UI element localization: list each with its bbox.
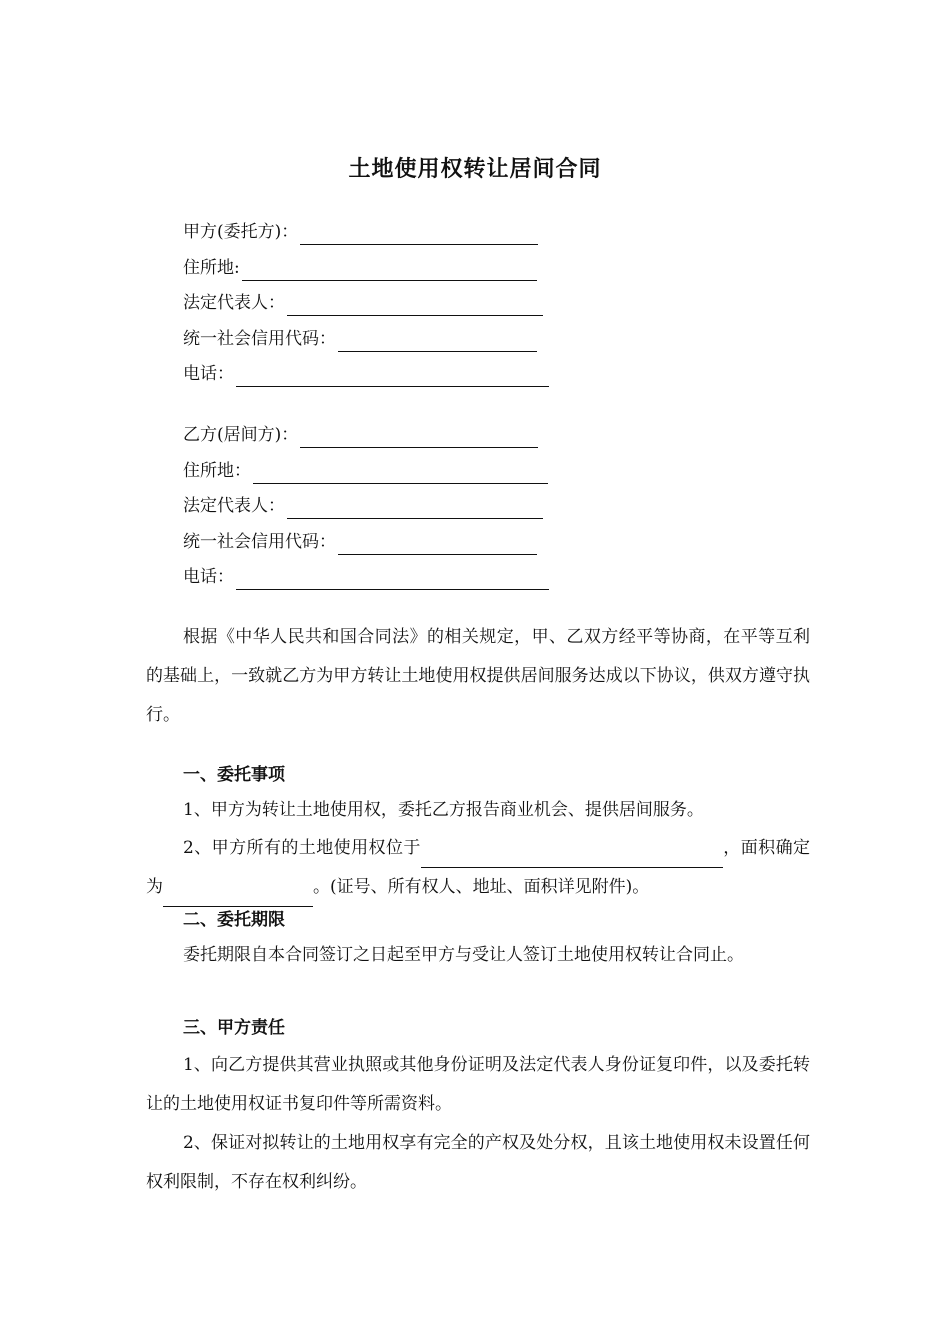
party-a-credit-label: 统一社会信用代码： [183,329,336,349]
section-3-item-2: 2、保证对拟转让的土地用权享有完全的产权及处分权，且该土地使用权未设置任何权利限制，不存在权利纠纷。 [146,1133,810,1192]
party-b-label: 乙方(居间方)： [183,425,299,445]
party-a-phone-blank[interactable] [236,366,549,387]
party-a-phone-label: 电话： [183,364,234,384]
party-a-rep-field [183,290,543,316]
party-b-phone-blank[interactable] [236,569,549,590]
land-area-blank[interactable] [163,886,313,907]
party-a-address-field [183,255,537,281]
party-b-address-label: 住所地： [183,461,251,481]
section-1-item-2-text-b: ，面积确定为 [146,838,810,897]
party-a-credit-field [183,326,537,352]
party-a-address-label: 住所地: [183,258,240,278]
party-a-label: 甲方(委托方)： [183,222,299,242]
party-b-credit-label: 统一社会信用代码： [183,532,336,552]
party-a-rep-label: 法定代表人： [183,293,285,313]
party-a-blank[interactable] [300,224,538,245]
land-location-blank[interactable] [421,847,723,868]
party-b-address-field [183,458,548,484]
section-3-heading: 三、甲方责任 [183,1018,285,1038]
intro-paragraph: 根据《中华人民共和国合同法》的相关规定，甲、乙双方经平等协商，在平等互利的基础上，一致就乙方为甲方转让土地使用权提供居间服务达成以下协议，供双方遵守执行。 [146,627,810,725]
section-1-heading: 一、委托事项 [183,765,285,785]
party-b-phone-label: 电话： [183,567,234,587]
party-b-credit-field [183,529,537,555]
party-b-credit-blank[interactable] [338,534,537,555]
party-a-rep-blank[interactable] [287,295,543,316]
section-1-item-1: 1、甲方为转让土地使用权，委托乙方报告商业机会、提供居间服务。 [183,800,704,820]
section-2-text: 委托期限自本合同签订之日起至甲方与受让人签订土地使用权转让合同止。 [183,945,744,965]
party-b-field [183,422,538,448]
party-b-rep-label: 法定代表人： [183,496,285,516]
party-b-phone-field [183,564,549,590]
party-a-address-blank[interactable] [242,260,537,281]
party-a-field [183,219,538,245]
party-b-address-blank[interactable] [253,463,548,484]
section-3-item-1: 1、向乙方提供其营业执照或其他身份证明及法定代表人身份证复印件，以及委托转让的土地使用权证书复印件等所需资料。 [146,1055,810,1114]
party-b-rep-blank[interactable] [287,498,543,519]
section-2-heading: 二、委托期限 [183,910,285,930]
party-b-blank[interactable] [300,427,538,448]
section-1-item-2-text-c: 。(证号、所有权人、地址、面积详见附件)。 [313,877,650,897]
party-a-credit-blank[interactable] [338,331,537,352]
document-title: 土地使用权转让居间合同 [348,157,602,182]
section-1-item-2 [146,829,810,907]
party-b-rep-field [183,493,543,519]
section-1-item-2-text-a: 2、甲方所有的土地使用权位于 [183,838,421,858]
party-a-phone-field [183,361,549,387]
